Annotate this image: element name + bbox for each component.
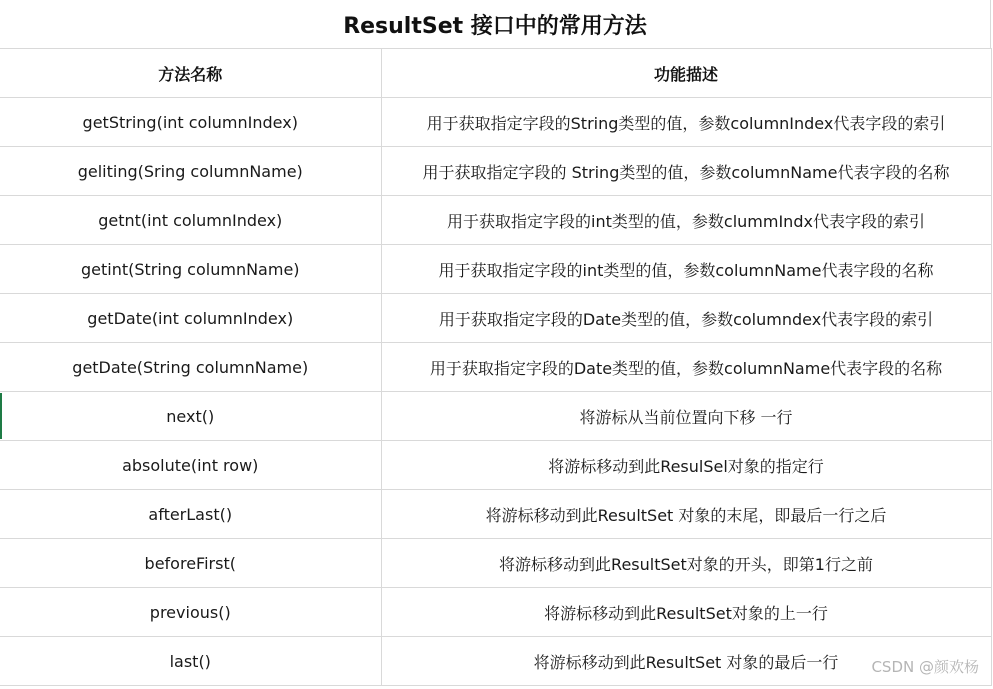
table-row xyxy=(0,245,991,294)
description-cell[interactable]: 用于获取指定字段的 String类型的值，参数columnName代表字段的名称 xyxy=(381,147,991,196)
method-cell[interactable]: beforeFirst( xyxy=(0,539,381,588)
method-cell[interactable]: geliting(Sring columnName) xyxy=(0,147,381,196)
description-cell[interactable]: 将游标移动到此ResultSet对象的开头，即第1行之前 xyxy=(381,539,991,588)
table-title: ResultSet 接口中的常用方法 xyxy=(0,0,991,49)
table-row xyxy=(0,490,991,539)
watermark-text: CSDN @颜欢杨 xyxy=(871,658,979,676)
method-cell[interactable]: next() xyxy=(0,392,381,441)
table-row xyxy=(0,294,991,343)
table-row xyxy=(0,637,991,686)
table-row xyxy=(0,441,991,490)
method-cell[interactable]: previous() xyxy=(0,588,381,637)
description-cell[interactable]: 将游标移动到此ResultSet 对象的最后一行 xyxy=(381,637,991,686)
method-cell[interactable]: absolute(int row) xyxy=(0,441,381,490)
table-row xyxy=(0,147,991,196)
header-row xyxy=(0,49,991,98)
table-row xyxy=(0,196,991,245)
header-description[interactable]: 功能描述 xyxy=(381,49,991,98)
method-cell[interactable]: getDate(String columnName) xyxy=(0,343,381,392)
description-cell[interactable]: 将游标移动到此ResultSet 对象的末尾，即最后一行之后 xyxy=(381,490,991,539)
description-cell[interactable]: 用于获取指定字段的Date类型的值，参数columnName代表字段的名称 xyxy=(381,343,991,392)
description-cell[interactable]: 用于获取指定字段的String类型的值，参数columnIndex代表字段的索引 xyxy=(381,98,991,147)
method-cell[interactable]: getint(String columnName) xyxy=(0,245,381,294)
method-cell[interactable]: getString(int columnIndex) xyxy=(0,98,381,147)
methods-table xyxy=(0,48,992,686)
table-row xyxy=(0,392,991,441)
header-method-name[interactable]: 方法名称 xyxy=(0,49,381,98)
active-row-marker xyxy=(0,393,2,439)
table-row xyxy=(0,539,991,588)
description-cell[interactable]: 将游标移动到此ResultSet对象的上一行 xyxy=(381,588,991,637)
table-row xyxy=(0,588,991,637)
description-cell[interactable]: 用于获取指定字段的int类型的值，参数clummIndx代表字段的索引 xyxy=(381,196,991,245)
description-cell[interactable]: 用于获取指定字段的int类型的值，参数columnName代表字段的名称 xyxy=(381,245,991,294)
method-cell[interactable]: afterLast() xyxy=(0,490,381,539)
method-cell[interactable]: getnt(int columnIndex) xyxy=(0,196,381,245)
description-cell[interactable]: 将游标从当前位置向下移 一行 xyxy=(381,392,991,441)
method-cell[interactable]: getDate(int columnIndex) xyxy=(0,294,381,343)
description-cell[interactable]: 用于获取指定字段的Date类型的值，参数columndex代表字段的索引 xyxy=(381,294,991,343)
method-cell[interactable]: last() xyxy=(0,637,381,686)
table-row xyxy=(0,98,991,147)
description-cell[interactable]: 将游标移动到此ResulSel对象的指定行 xyxy=(381,441,991,490)
table-row xyxy=(0,343,991,392)
